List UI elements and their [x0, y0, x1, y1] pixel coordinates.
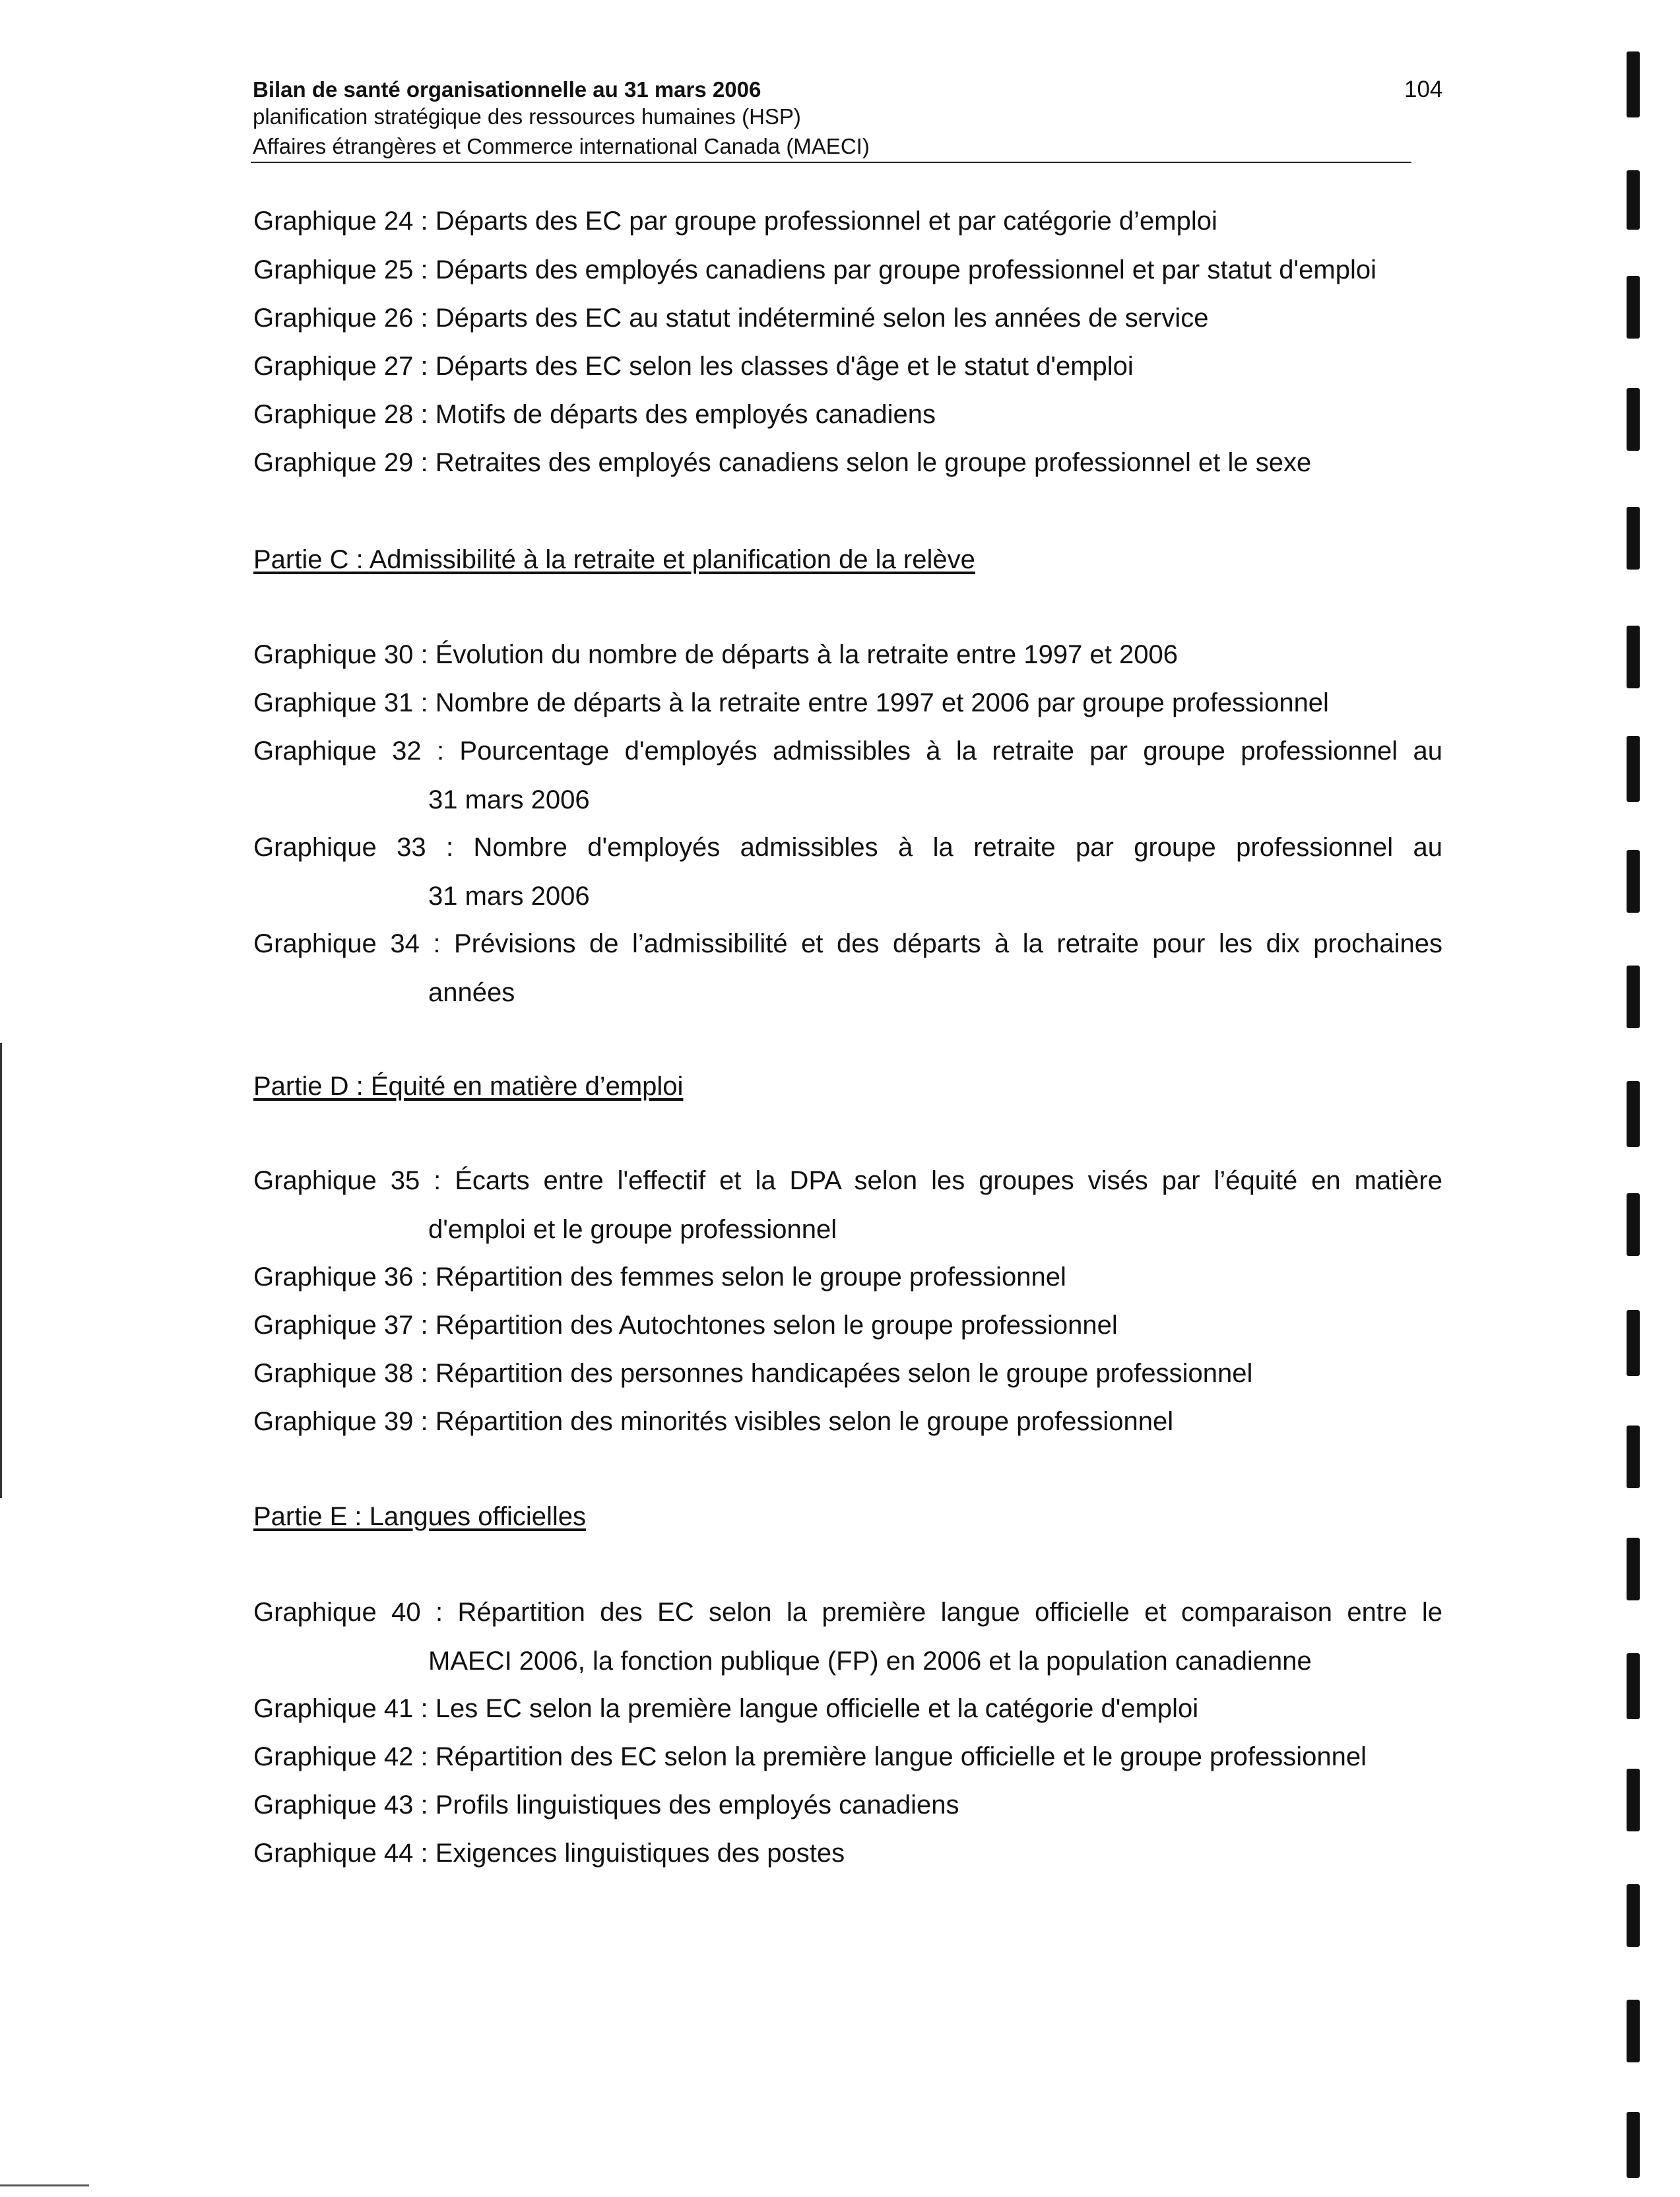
list-item: Graphique 28 : Motifs de départs des employés canadiens — [253, 400, 936, 429]
binding-mark — [1627, 850, 1640, 913]
list-item: Graphique 32 : Pourcentage d'employés admissibles à la retraite par groupe professionnel au 31 mars 2006 — [253, 737, 1442, 814]
header-subtitle: planification stratégique des ressources humaines (HSP) — [253, 104, 801, 129]
binding-mark — [1627, 1653, 1640, 1719]
list-item: Graphique 29 : Retraites des employés canadiens selon le groupe professionnel et le sexe — [253, 448, 1312, 477]
binding-mark — [1627, 966, 1640, 1028]
list-item: Graphique 36 : Répartition des femmes selon le groupe professionnel — [253, 1262, 1066, 1292]
binding-mark — [1627, 1193, 1640, 1256]
binding-mark — [1627, 2112, 1640, 2178]
list-item: Graphique 42 : Répartition des EC selon la première langue officielle et le groupe professionnel — [253, 1742, 1367, 1771]
section-heading-e: Partie E : Langues officielles — [253, 1502, 587, 1531]
binding-mark — [1627, 626, 1640, 688]
list-item: Graphique 41 : Les EC selon la première langue officielle et la catégorie d'emploi — [253, 1694, 1199, 1723]
list-item: Graphique 26 : Départs des EC au statut indéterminé selon les années de service — [253, 304, 1209, 333]
margin-tick — [0, 1043, 2, 1498]
binding-mark — [1627, 170, 1640, 230]
binding-mark — [1627, 507, 1640, 570]
page-number: 104 — [1404, 77, 1443, 102]
list-item: Graphique 37 : Répartition des Autochtones selon le groupe professionnel — [253, 1311, 1118, 1340]
header-title: Bilan de santé organisationnelle au 31 mars 2006 — [253, 77, 761, 102]
binding-mark — [1627, 276, 1640, 339]
list-item: Graphique 35 : Écarts entre l'effectif et la DPA selon les groupes visés par l’équité en matière d'emploi et le groupe professionnel — [253, 1166, 1442, 1244]
section-heading-c: Partie C : Admissibilité à la retraite et planification de la relève — [253, 545, 975, 574]
list-item: Graphique 43 : Profils linguistiques des employés canadiens — [253, 1790, 959, 1820]
list-item: Graphique 38 : Répartition des personnes handicapées selon le groupe professionnel — [253, 1359, 1253, 1388]
binding-mark — [1627, 1769, 1640, 1831]
bottom-rule — [0, 2184, 89, 2186]
list-item: Graphique 34 : Prévisions de l’admissibilité et des départs à la retraite pour les dix prochaines années — [253, 929, 1442, 1007]
list-item: Graphique 44 : Exigences linguistiques des postes — [253, 1839, 845, 1868]
binding-mark — [1627, 1426, 1640, 1488]
header-organization: Affaires étrangères et Commerce international Canada (MAECI) — [253, 134, 870, 158]
section-heading-d: Partie D : Équité en matière d’emploi — [253, 1072, 684, 1101]
list-item: Graphique 24 : Départs des EC par groupe professionnel et par catégorie d’emploi — [253, 207, 1217, 236]
header-rule — [251, 162, 1411, 163]
list-item: Graphique 40 : Répartition des EC selon la première langue officielle et comparaison entre le MAECI 2006, la fonction publique (FP) en 2006 et la population canadienne — [253, 1598, 1442, 1676]
list-item: Graphique 30 : Évolution du nombre de départs à la retraite entre 1997 et 2006 — [253, 640, 1178, 669]
binding-mark — [1627, 1310, 1640, 1376]
binding-mark — [1627, 736, 1640, 802]
binding-mark — [1627, 2000, 1640, 2062]
binding-mark — [1627, 388, 1640, 451]
binding-mark — [1627, 1538, 1640, 1600]
binding-mark — [1627, 1081, 1640, 1147]
list-item: Graphique 25 : Départs des employés canadiens par groupe professionnel et par statut d'emploi — [253, 255, 1376, 284]
binding-mark — [1627, 51, 1640, 117]
list-item: Graphique 33 : Nombre d'employés admissibles à la retraite par groupe professionnel au 31 mars 2006 — [253, 833, 1442, 911]
binding-mark — [1627, 1884, 1640, 1947]
list-item: Graphique 27 : Départs des EC selon les classes d'âge et le statut d'emploi — [253, 352, 1134, 381]
list-item: Graphique 39 : Répartition des minorités visibles selon le groupe professionnel — [253, 1407, 1174, 1436]
list-item: Graphique 31 : Nombre de départs à la retraite entre 1997 et 2006 par groupe professionnel — [253, 688, 1329, 717]
